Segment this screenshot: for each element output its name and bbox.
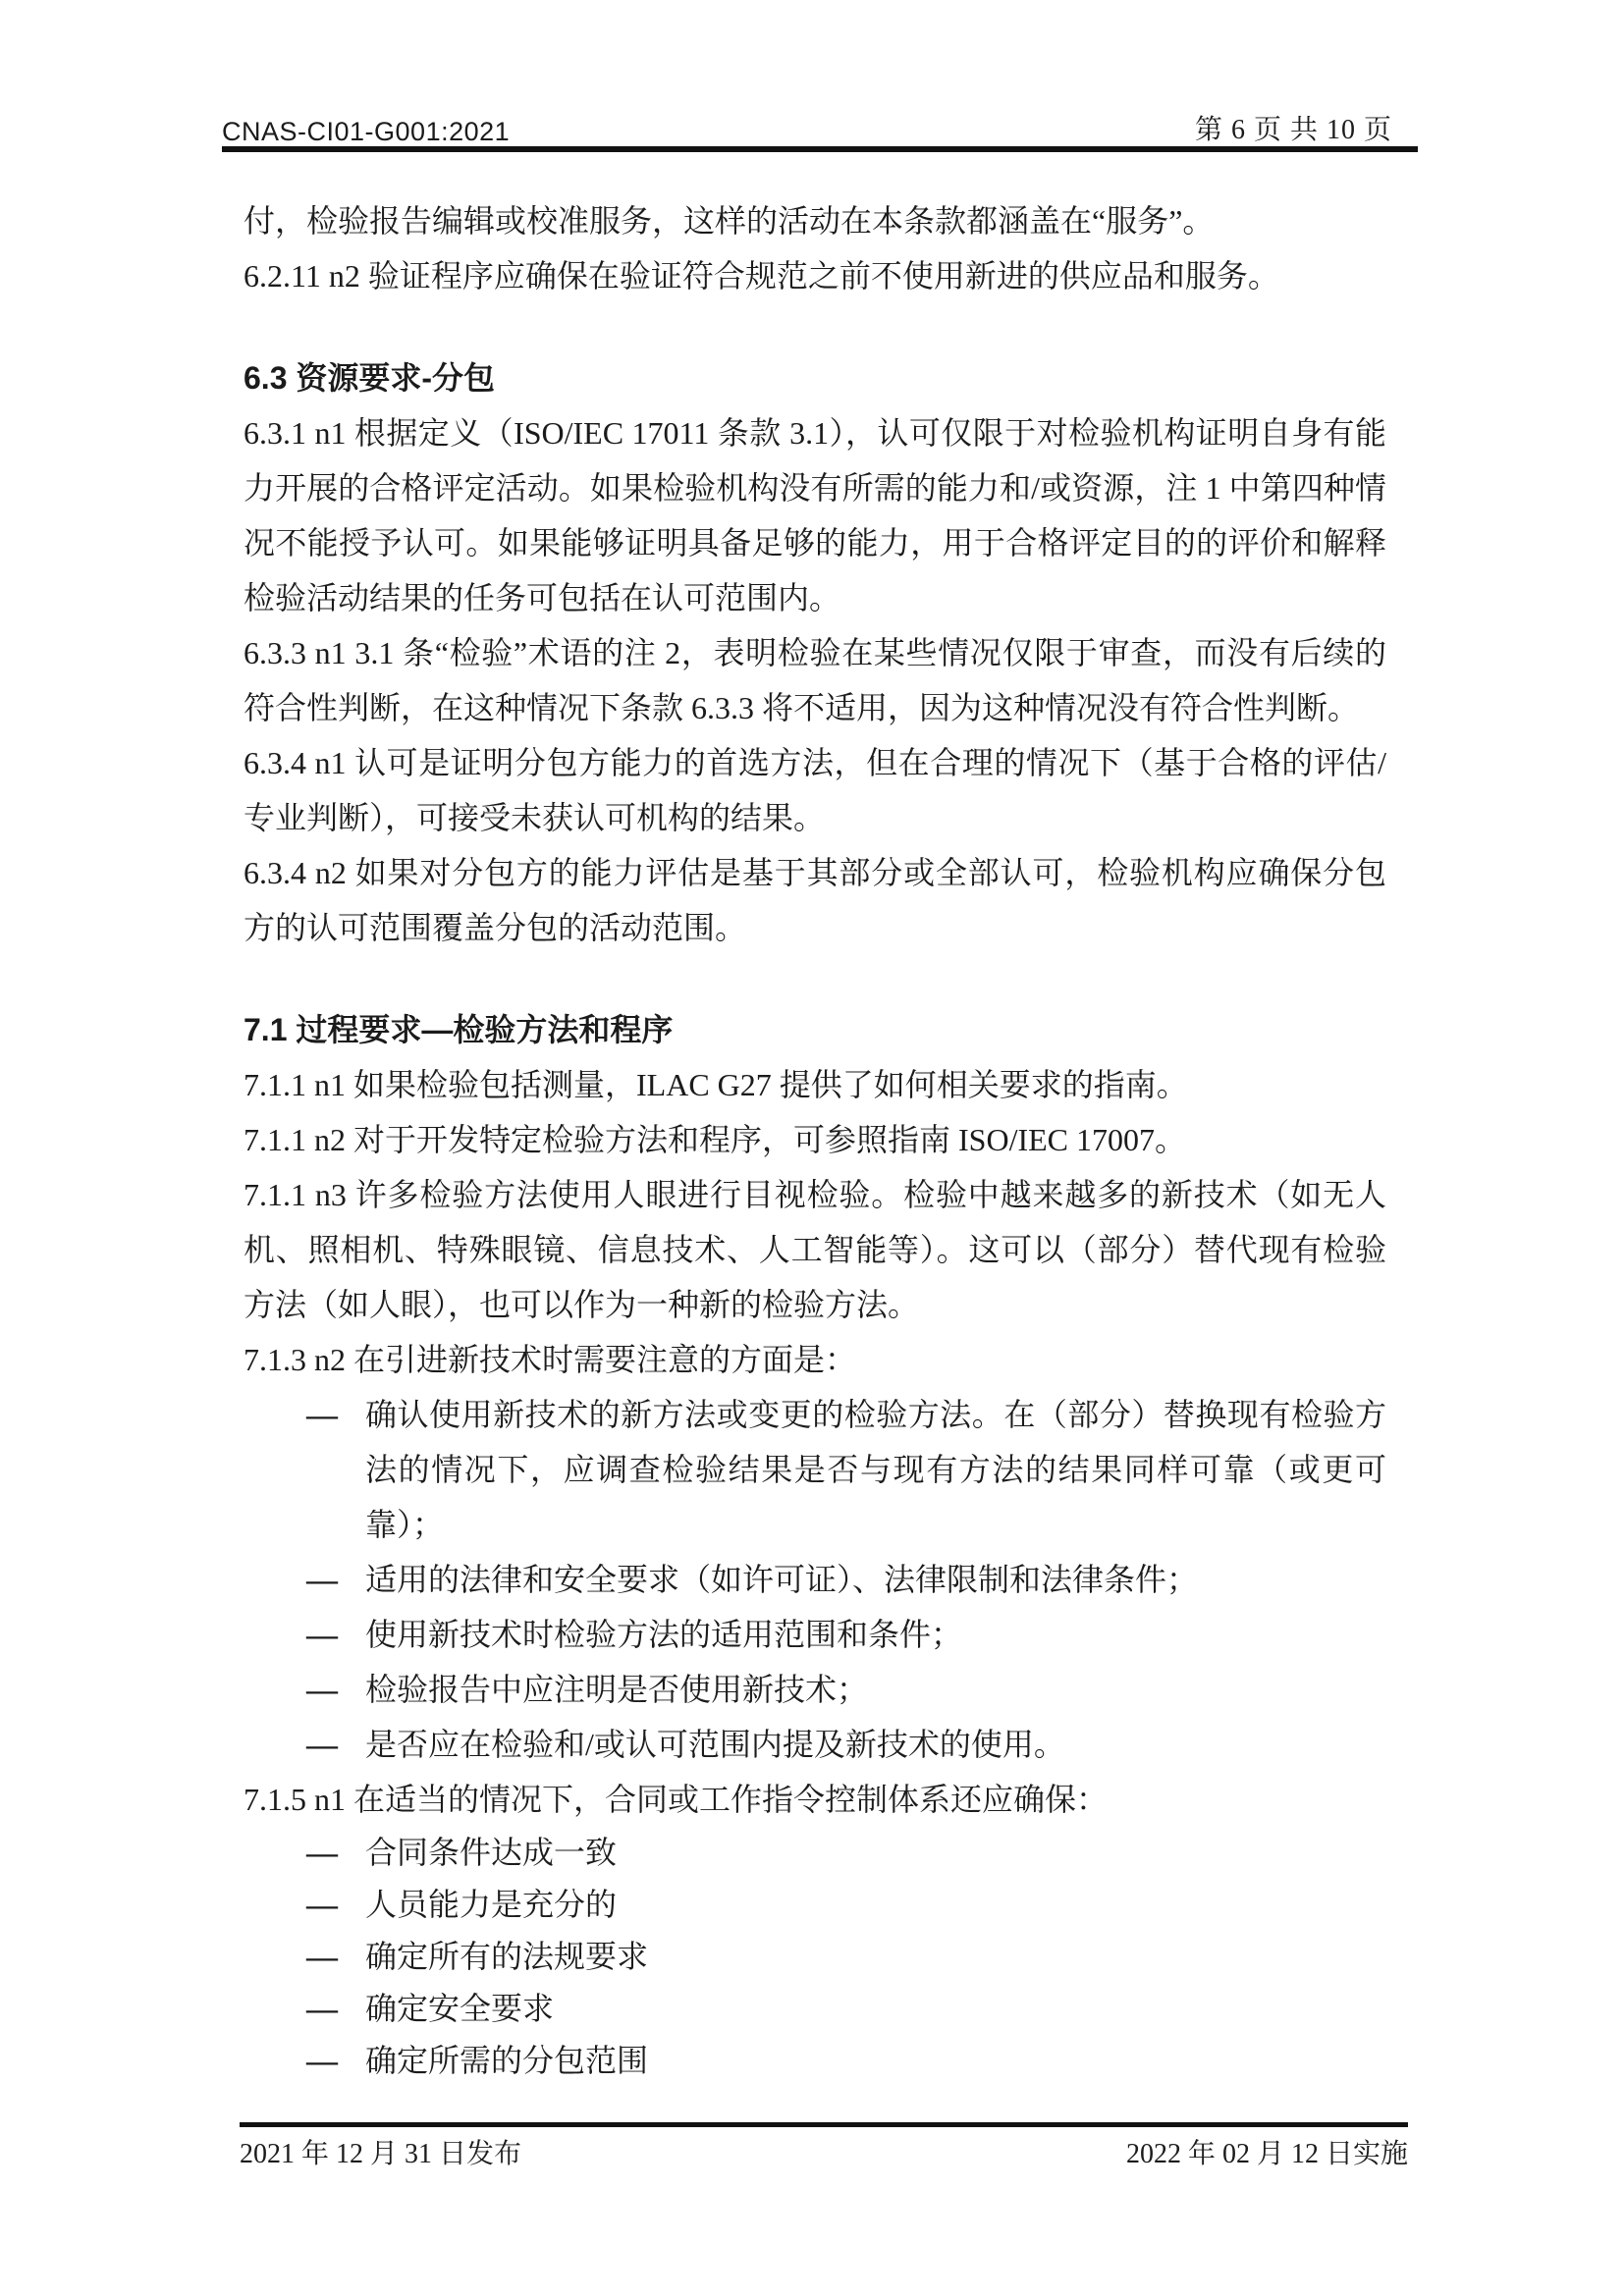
dash-bullet-icon: — — [306, 1887, 338, 1922]
list-item — [244, 1827, 1386, 1879]
issue-date: 2021 年 12 月 31 日发布 — [240, 2139, 522, 2169]
dash-bullet-icon: — — [306, 1991, 338, 2026]
dash-bullet-icon: — — [306, 1835, 338, 1870]
paragraph-6-2-11-n2: 6.2.11 n2 验证程序应确保在验证符合规范之前不使用新进的供应品和服务。 — [244, 258, 1279, 294]
paragraph-6-3-4-n1: 6.3.4 n1 认可是证明分包方能力的首选方法，但在合理的情况下（基于合格的评估/专业判断），可接受未获认可机构的结果。 — [244, 745, 1386, 835]
dash-bullet-icon: — — [306, 1617, 338, 1652]
dash-bullet-icon: — — [306, 1939, 338, 1974]
list-item-text: 确定所需的分包范围 — [365, 2043, 649, 2078]
page-container — [222, 0, 1418, 2296]
page-header — [222, 108, 1418, 147]
list-item — [244, 1931, 1386, 1983]
list-item — [244, 1387, 1386, 1552]
implementation-date: 2022 年 02 月 12 日实施 — [1125, 2139, 1408, 2169]
list-item — [244, 2035, 1386, 2087]
paragraph-6-3-3-n1: 6.3.3 n1 3.1 条“检验”术语的注 2，表明检验在某些情况仅限于审查，而没有后续的符合性判断，在这种情况下条款 6.3.3 将不适用，因为这种情况没有符合性判断。 — [244, 635, 1386, 725]
list-item — [244, 1717, 1386, 1772]
bullet-list-contract-control — [244, 1827, 1386, 2087]
dash-bullet-icon: — — [306, 1672, 338, 1707]
list-item — [244, 1607, 1386, 1662]
list-item — [244, 1983, 1386, 2035]
list-item-text: 确定安全要求 — [365, 1991, 555, 2026]
paragraph-6-3-1-n1: 6.3.1 n1 根据定义（ISO/IEC 17011 条款 3.1），认可仅限于对检验机构证明自身有能力开展的合格评定活动。如果检验机构没有所需的能力和/或资源，注 1 中第四种情况不能授予认可。如果能够证明具备足够的能力，用于合格评定目的的评价和解释检验活动结果的任务可包括在认可范围内。 — [244, 415, 1386, 615]
page-footer — [240, 2132, 1408, 2171]
document-body — [244, 193, 1386, 2087]
list-item — [244, 1879, 1386, 1931]
page-number: 第 6 页 共 10 页 — [1194, 115, 1392, 145]
paragraph-7-1-1-n1: 7.1.1 n1 如果检验包括测量，ILAC G27 提供了如何相关要求的指南。 — [244, 1067, 1188, 1102]
list-item — [244, 1662, 1386, 1717]
paragraph-7-1-1-n3: 7.1.1 n3 许多检验方法使用人眼进行目视检验。检验中越来越多的新技术（如无人机、照相机、特殊眼镜、信息技术、人工智能等）。这可以（部分）替代现有检验方法（如人眼），也可以作为一种新的检验方法。 — [244, 1177, 1386, 1322]
bullet-list-new-technology — [244, 1387, 1386, 1772]
paragraph-6-3-4-n2: 6.3.4 n2 如果对分包方的能力评估是基于其部分或全部认可，检验机构应确保分包方的认可范围覆盖分包的活动范围。 — [244, 855, 1386, 945]
dash-bullet-icon: — — [306, 2043, 338, 2078]
list-item — [244, 1552, 1386, 1607]
list-item-text: 合同条件达成一致 — [365, 1835, 618, 1870]
list-item-text: 确认使用新技术的新方法或变更的检验方法。在（部分）替换现有检验方法的情况下，应调查检验结果是否与现有方法的结果同样可靠（或更可靠）； — [365, 1397, 1386, 1542]
list-item-text: 使用新技术时检验方法的适用范围和条件； — [365, 1617, 963, 1652]
list-item-text: 确定所有的法规要求 — [365, 1939, 649, 1974]
paragraph-7-1-1-n2: 7.1.1 n2 对于开发特定检验方法和程序，可参照指南 ISO/IEC 17007。 — [244, 1122, 1187, 1157]
paragraph-7-1-5-n1: 7.1.5 n1 在适当的情况下，合同或工作指令控制体系还应确保： — [244, 1782, 1109, 1817]
dash-bullet-icon: — — [306, 1562, 338, 1597]
dash-bullet-icon: — — [306, 1727, 338, 1762]
list-item-text: 检验报告中应注明是否使用新技术； — [365, 1672, 869, 1707]
section-heading-7-1: 7.1 过程要求—检验方法和程序 — [244, 1012, 674, 1047]
footer-rule — [240, 2122, 1408, 2127]
header-rule — [222, 146, 1418, 152]
dash-bullet-icon: — — [306, 1397, 338, 1432]
document-code: CNAS-CI01-G001:2021 — [222, 117, 511, 146]
list-item-text: 人员能力是充分的 — [365, 1887, 618, 1922]
list-item-text: 适用的法律和安全要求（如许可证）、法律限制和法律条件； — [365, 1562, 1199, 1597]
section-heading-6-3: 6.3 资源要求-分包 — [244, 360, 496, 396]
paragraph-7-1-3-n2: 7.1.3 n2 在引进新技术时需要注意的方面是： — [244, 1342, 857, 1377]
paragraph-continuation: 付，检验报告编辑或校准服务，这样的活动在本条款都涵盖在“服务”。 — [244, 203, 1215, 239]
list-item-text: 是否应在检验和/或认可范围内提及新技术的使用。 — [365, 1727, 1065, 1762]
